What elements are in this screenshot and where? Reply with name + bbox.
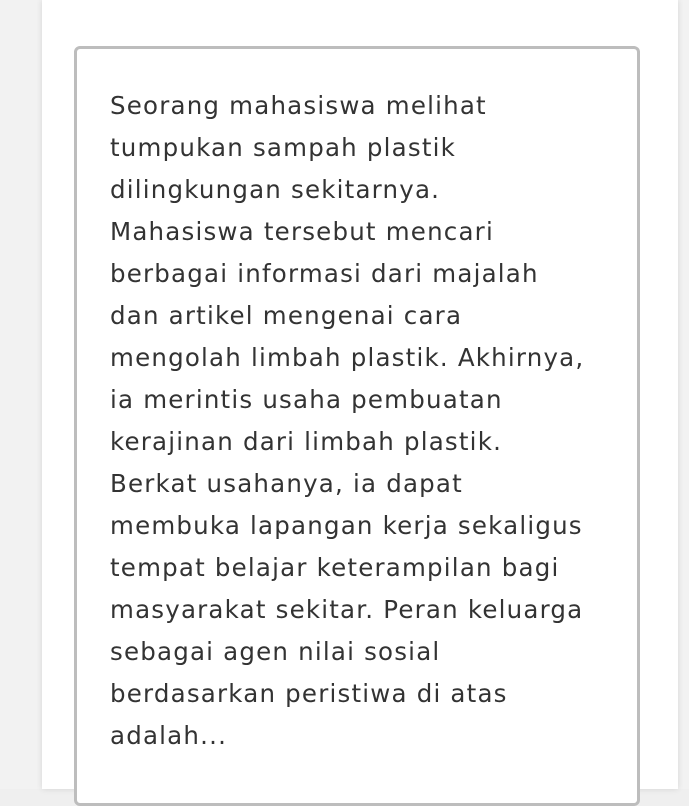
question-text: Seorang mahasiswa melihat tumpukan sampah plastik dilingkungan sekitarnya. Mahasiswa tersebut mencari berbagai informasi dari majalah dan artikel mengenai cara mengolah limbah plastik. Akhirnya, ia merintis usaha pembuatan kerajinan dari limbah plastik. Berkat usahanya, ia dapat membuka lapangan kerja sekaligus tempat belajar keterampilan bagi masyarakat sekitar. Peran keluarga sebagai agen nilai sosial berdasarkan peristiwa di atas adalah... [110, 91, 585, 750]
question-card [74, 46, 640, 806]
